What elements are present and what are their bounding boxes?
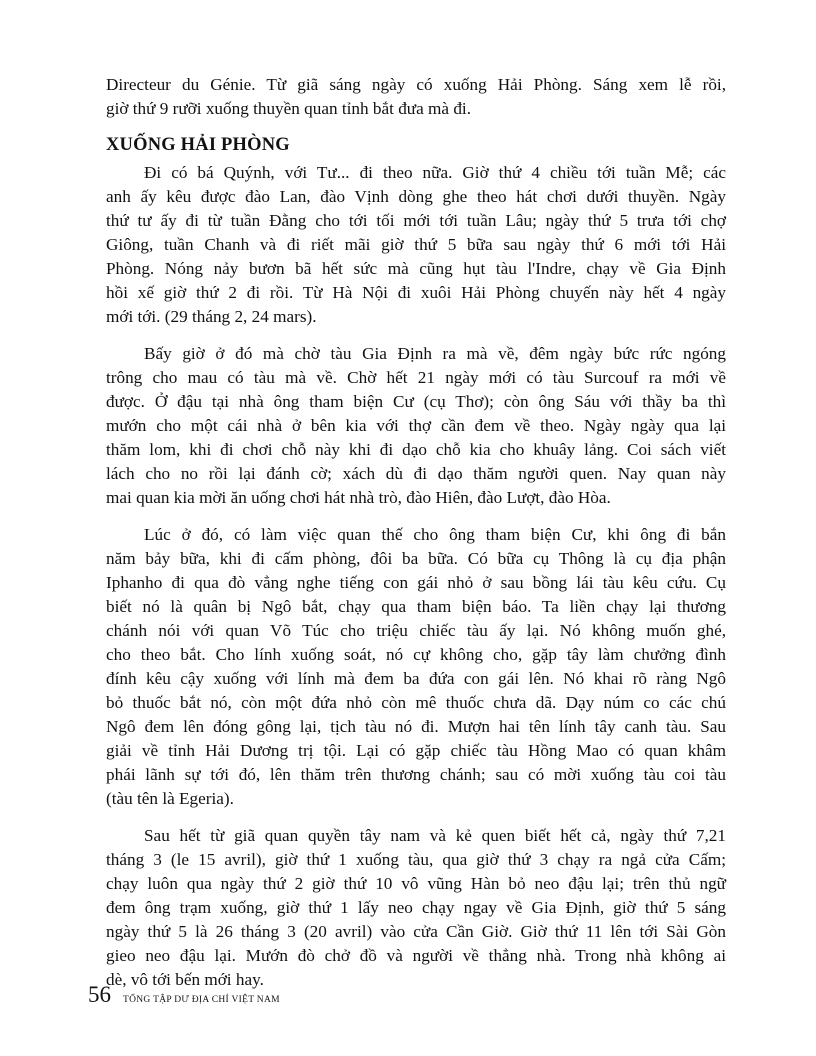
running-title: TỔNG TẬP DƯ ĐỊA CHÍ VIỆT NAM	[123, 995, 280, 1005]
text-line: giải về tỉnh Hải Dương trị tội. Lại có gặp chiếc tàu Hồng Mao có quan khâm	[106, 741, 726, 760]
text-line: biết nó là quân bị Ngô bắt, chạy qua tham biện báo. Ta liền chạy lại thương	[106, 597, 726, 616]
text-line: Bấy giờ ở đó mà chờ tàu Gia Định ra mà về, đêm ngày bức rức ngóng	[144, 344, 726, 363]
paragraph	[106, 824, 726, 992]
text-line: hồi xế giờ thứ 2 đi rồi. Từ Hà Nội đi xuôi Hải Phòng chuyến này hết 4 ngày	[106, 283, 726, 302]
text-line: anh ấy kêu được đào Lan, đào Vịnh dòng ghe theo hát chơi dưới thuyền. Ngày	[106, 187, 726, 206]
text-line: bỏ thuốc bắt nó, còn một đứa nhỏ còn mê thuốc chưa dã. Dạy núm co các chú	[106, 693, 726, 712]
text-line: dè, vô tới bến mới hay.	[106, 970, 264, 989]
text-line: mướn cho một cái nhà ở bên kia với thợ cần đem về theo. Ngày ngày qua lại	[106, 416, 726, 435]
page-footer	[88, 982, 280, 1008]
paragraph	[106, 523, 726, 811]
continued-paragraph	[106, 73, 726, 121]
text-line: tháng 3 (le 15 avril), giờ thứ 1 xuống tàu, qua giờ thứ 3 chạy ra ngả cửa Cấm;	[106, 850, 726, 869]
text-line: đem ông trạm xuống, giờ thứ 1 lấy neo chạy ngay về Gia Định, giờ thứ 5 sáng	[106, 898, 726, 917]
paragraph	[106, 342, 726, 510]
text-line: Sau hết từ giã quan quyền tây nam và kẻ quen biết hết cả, ngày thứ 7,21	[144, 826, 726, 845]
text-line: Phòng. Nóng nảy bươn bã hết sức mà cũng hụt tàu l'Indre, chạy về Gia Định	[106, 259, 726, 278]
text-line: Ngô đem lên đóng gông lại, tịch tàu nó đi. Mượn hai tên lính tây canh tàu. Sau	[106, 717, 726, 736]
text-line: lách cho no rồi lại đánh cờ; xách dù đi dạo thăm người quen. Nay quan này	[106, 464, 726, 483]
text-line: được. Ở đậu tại nhà ông tham biện Cư (cụ Thơ); còn ông Sáu với thầy ba thì	[106, 392, 726, 411]
text-line: chạy luôn qua ngày thứ 2 giờ thứ 10 vô vũng Hàn bỏ neo đậu lại; trên thủ ngữ	[106, 874, 726, 893]
text-line: đính kêu cậy xuống với lính mà đem ba đứa con gái lên. Nó khai rõ ràng Ngô	[106, 669, 726, 688]
text-line: trông cho mau có tàu mà về. Chờ hết 21 ngày mới có tàu Surcouf ra mới về	[106, 368, 726, 387]
text-line: ngày thứ 5 là 26 tháng 3 (20 avril) vào cửa Cần Giờ. Giờ thứ 11 lên tới Sài Gòn	[106, 922, 726, 941]
text-line: Iphanho đi qua đò vẳng nghe tiếng con gái nhỏ ở sau bồng lái tàu kêu cứu. Cụ	[106, 573, 726, 592]
text-line: Đi có bá Quýnh, với Tư... đi theo nữa. Giờ thứ 4 chiều tới tuần Mễ; các	[144, 163, 726, 182]
text-line: phái lãnh sự tới đó, lên thăm trên thương chánh; sau có mời xuống tàu coi tàu	[106, 765, 726, 784]
text-line: gieo neo đậu lại. Mướn đò chở đồ và người về thẳng nhà. Trong nhà không ai	[106, 946, 726, 965]
text-line: thứ tư ấy đi từ tuần Đằng cho tới tối mới tới tuần Lâu; ngày thứ 5 trưa tới chợ	[106, 211, 726, 230]
text-line: Directeur du Génie. Từ giã sáng ngày có xuống Hải Phòng. Sáng xem lễ rồi,	[106, 75, 726, 94]
text-line: Lúc ở đó, có làm việc quan thế cho ông tham biện Cư, khi ông đi bắn	[144, 525, 726, 544]
paragraphs	[106, 161, 726, 992]
paragraph	[106, 161, 726, 329]
text-line: năm bảy bữa, khi đi cấm phòng, đôi ba bữa. Có bữa cụ Thông là cụ địa phận	[106, 549, 726, 568]
text-line: giờ thứ 9 rưỡi xuống thuyền quan tỉnh bắt đưa mà đi.	[106, 99, 471, 118]
text-line: thăm lom, khi đi chơi chỗ này khi đi dạo chỗ kia cho khuây lảng. Coi sách viết	[106, 440, 726, 459]
text-line: mai quan kia mời ăn uống chơi hát nhà trò, đào Hiên, đào Lượt, đào Hòa.	[106, 488, 611, 507]
text-line: Giông, tuần Chanh và đi riết mãi giờ thứ 5 bữa sau ngày thứ 6 mới tới Hải	[106, 235, 726, 254]
page-body	[106, 73, 726, 1005]
text-line: (tàu tên là Egeria).	[106, 789, 234, 808]
text-line: cho theo bắt. Cho lính xuống soát, nó cự không cho, gặp tây làm chưởng đình	[106, 645, 726, 664]
section-heading: XUỐNG HẢI PHÒNG	[106, 135, 290, 155]
text-line: mới tới. (29 tháng 2, 24 mars).	[106, 307, 317, 326]
text-line: chánh nói với quan Võ Túc cho triệu chiếc tàu ấy lại. Nó không muốn ghé,	[106, 621, 726, 640]
page-number: 56	[88, 982, 111, 1007]
